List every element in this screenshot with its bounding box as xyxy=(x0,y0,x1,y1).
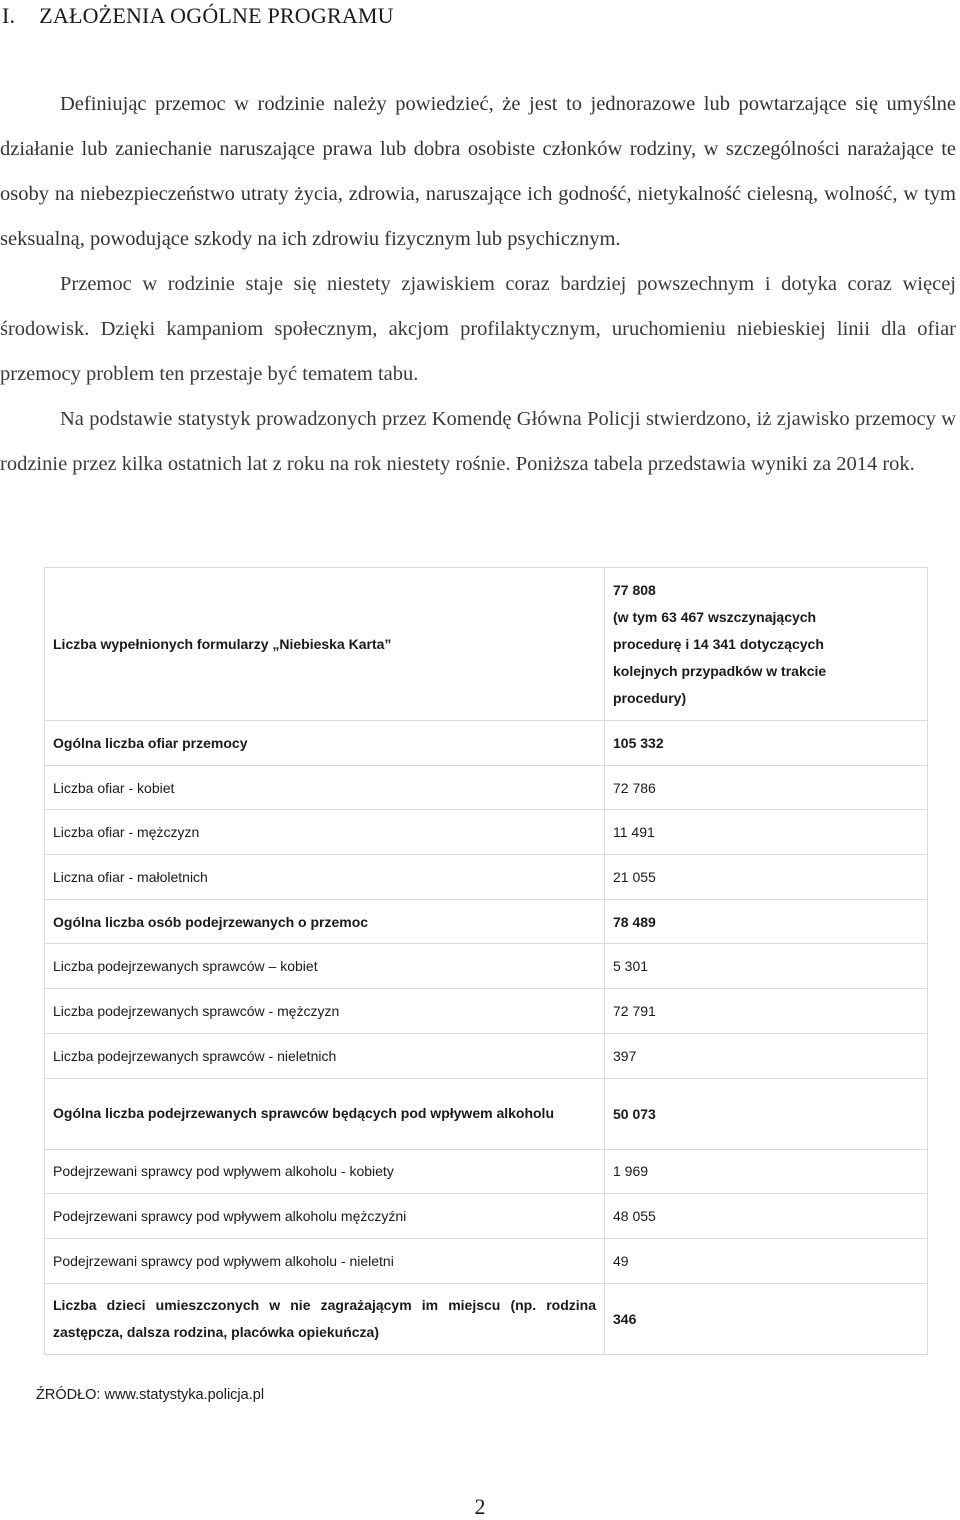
row-value: 78 489 xyxy=(605,899,928,944)
table-row xyxy=(45,810,928,855)
table-row xyxy=(45,1194,928,1239)
table-row xyxy=(45,1078,928,1149)
table-row xyxy=(45,1283,928,1354)
row-label: Podejrzewani sprawcy pod wpływem alkoholu mężczyźni xyxy=(45,1194,605,1239)
page-number: 2 xyxy=(474,1494,486,1519)
row-label: Liczba dzieci umieszczonych w nie zagrażającym im miejscu (np. rodzina zastępcza, dalsza rodzina, placówka opiekuńcza) xyxy=(45,1283,605,1354)
row-label: Ogólna liczba osób podejrzewanych o przemoc xyxy=(45,899,605,944)
row-label: Ogólna liczba podejrzewanych sprawców będących pod wpływem alkoholu xyxy=(45,1078,605,1149)
section-number: I. xyxy=(2,3,16,28)
section-heading xyxy=(2,2,394,30)
paragraph-definition: Definiując przemoc w rodzinie należy powiedzieć, że jest to jednorazowe lub powtarzające się umyślne działanie lub zaniechanie naruszające prawa lub dobra osobiste członków rodziny, w szczególności narażające te osoby na niebezpieczeństwo utraty życia, zdrowia, naruszające ich godność, nietykalność cielesną, wolność, w tym seksualną, powodujące szkody na ich zdrowiu fizycznym lub psychicznym. xyxy=(0,93,956,250)
row-label: Podejrzewani sprawcy pod wpływem alkoholu - nieletni xyxy=(45,1238,605,1283)
row-label: Liczba podejrzewanych sprawców - mężczyzn xyxy=(45,989,605,1034)
row-value xyxy=(605,568,928,721)
value-line: procedury) xyxy=(613,689,687,706)
source-note: ŹRÓDŁO: www.statystyka.policja.pl xyxy=(36,1387,265,1403)
value-line: (w tym 63 467 wszczynających xyxy=(613,608,817,625)
row-value: 105 332 xyxy=(605,721,928,766)
row-label: Liczba podejrzewanych sprawców - nieletnich xyxy=(45,1033,605,1078)
row-label: Podejrzewani sprawcy pod wpływem alkoholu - kobiety xyxy=(45,1149,605,1194)
value-line: 77 808 xyxy=(613,581,656,598)
table-row xyxy=(45,1149,928,1194)
row-value: 72 786 xyxy=(605,765,928,810)
value-line: kolejnych przypadków w trakcie xyxy=(613,662,827,679)
table-row xyxy=(45,899,928,944)
row-value: 5 301 xyxy=(605,944,928,989)
row-value: 1 969 xyxy=(605,1149,928,1194)
row-label: Liczna ofiar - małoletnich xyxy=(45,855,605,900)
paragraph-prevalence: Przemoc w rodzinie staje się niestety zjawiskiem coraz bardziej powszechnym i dotyka coraz więcej środowisk. Dzięki kampaniom społecznym, akcjom profilaktycznym, uruchomieniu niebieskiej linii dla ofiar przemocy problem ten przestaje być tematem tabu. xyxy=(0,273,956,385)
value-line: procedurę i 14 341 dotyczących xyxy=(613,635,824,652)
row-value: 397 xyxy=(605,1033,928,1078)
table-row xyxy=(45,944,928,989)
table-row xyxy=(45,568,928,721)
section-title: ZAŁOŻENIA OGÓLNE PROGRAMU xyxy=(39,3,394,28)
row-value: 50 073 xyxy=(605,1078,928,1149)
row-value: 21 055 xyxy=(605,855,928,900)
table-row xyxy=(45,855,928,900)
statistics-table xyxy=(44,567,928,1355)
row-value: 11 491 xyxy=(605,810,928,855)
row-label: Liczba wypełnionych formularzy „Niebieska Karta” xyxy=(45,568,605,721)
row-label: Liczba ofiar - kobiet xyxy=(45,765,605,810)
table-row xyxy=(45,1238,928,1283)
paragraph-statistics: Na podstawie statystyk prowadzonych przez Komendę Główna Policji stwierdzono, iż zjawisko przemocy w rodzinie przez kilka ostatnich lat z roku na rok niestety rośnie. Poniższa tabela przedstawia wyniki za 2014 rok. xyxy=(0,408,956,475)
table-row xyxy=(45,765,928,810)
row-label: Liczba ofiar - mężczyzn xyxy=(45,810,605,855)
row-value: 346 xyxy=(605,1283,928,1354)
row-value: 48 055 xyxy=(605,1194,928,1239)
body-text xyxy=(0,82,956,487)
row-label: Ogólna liczba ofiar przemocy xyxy=(45,721,605,766)
table-row xyxy=(45,989,928,1034)
row-label: Liczba podejrzewanych sprawców – kobiet xyxy=(45,944,605,989)
table-row xyxy=(45,721,928,766)
table-row xyxy=(45,1033,928,1078)
row-value: 49 xyxy=(605,1238,928,1283)
row-value: 72 791 xyxy=(605,989,928,1034)
